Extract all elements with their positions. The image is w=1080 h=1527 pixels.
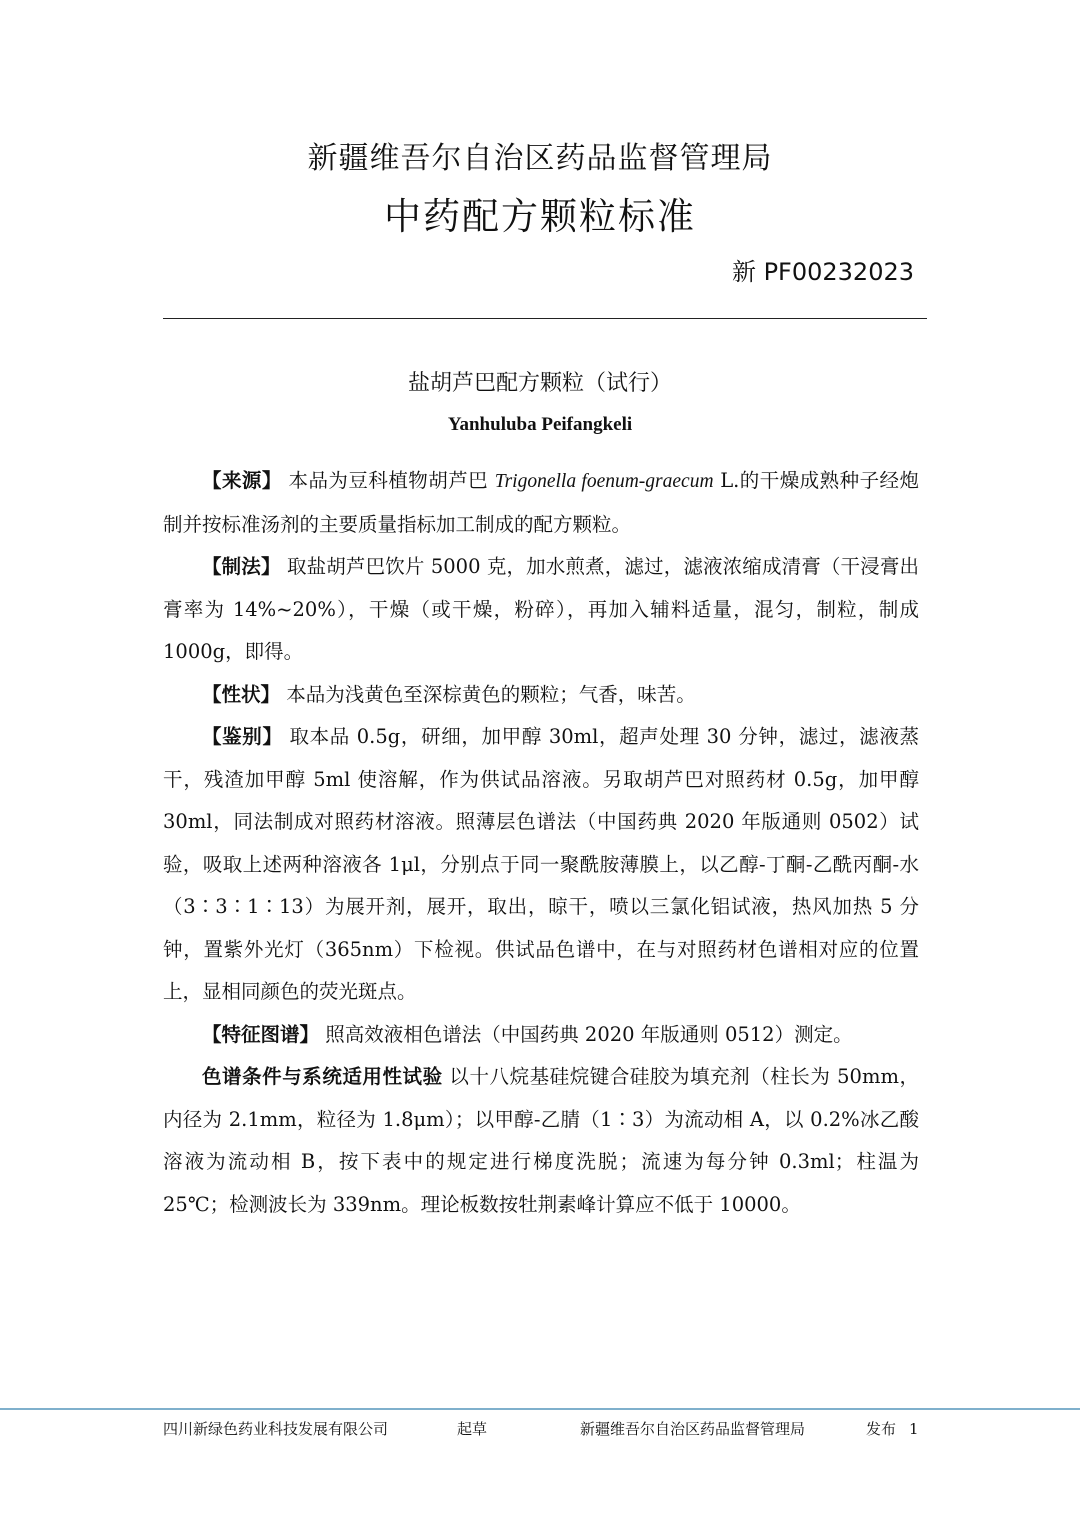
section-text: 本品为豆科植物胡芦巴 <box>288 469 495 492</box>
section-text: 取本品 0.5g，研细，加甲醇 30ml，超声处理 30 分钟，滤过，滤液蒸干，残渣加甲醇 5ml 使溶解，作为供试品溶液。另取胡芦巴对照药材 0.5g，加甲醇 30ml，同法制成对照药材溶液。照薄层色谱法（中国药典 2020 年版通则 0502）试验，吸取上述两种溶液各 1μl，分别点于同一聚酰胺薄膜上，以乙醇-丁酮-乙酰丙酮-水（3∶3∶1∶13）为展开剂，展开，取出，晾干，喷以三氯化铝试液，热风加热 5 分钟，置紫外光灯（365nm）下检视。供试品色谱中，在与对照药材色谱相对应的位置上，显相同颜色的荧光斑点。 <box>163 725 919 1003</box>
section-label: 色谱条件与系统适用性试验 <box>202 1065 443 1088</box>
document-body <box>163 460 919 1226</box>
drafter-action: 起草 <box>457 1420 488 1438</box>
standard-code: 新 PF00232023 <box>731 258 914 286</box>
section-label: 【制法】 <box>202 555 281 578</box>
header-divider <box>163 318 927 319</box>
section-text: L.的干燥成熟种子经炮制并按标准汤剂的主要质量指标加工制成的配方颗粒。 <box>163 469 919 536</box>
latin-name: Trigonella foenum-graecum <box>494 471 714 492</box>
standard-title: 中药配方颗粒标准 <box>384 195 696 238</box>
section-label: 【性状】 <box>202 682 281 706</box>
page-number: 1 <box>909 1420 919 1438</box>
section-source <box>163 460 919 546</box>
document-title: 盐胡芦巴配方颗粒（试行） <box>407 371 672 396</box>
section-preparation <box>163 546 919 674</box>
section-label: 【特征图谱】 <box>202 1022 320 1046</box>
section-identification <box>163 716 919 1014</box>
page-footer <box>163 1416 919 1442</box>
drafter-name: 四川新绿色药业科技发展有限公司 <box>163 1420 389 1438</box>
agency-name: 新疆维吾尔自治区药品监督管理局 <box>307 141 773 176</box>
section-text: 照高效液相色谱法（中国药典 2020 年版通则 0512）测定。 <box>325 1022 853 1046</box>
section-text: 以十八烷基硅烷键合硅胶为填充剂（柱长为 50mm，内径为 2.1mm，粒径为 1.8μm）；以甲醇-乙腈（1∶3）为流动相 A，以 0.2%冰乙酸溶液为流动相 B，按下表中的规定进行梯度洗脱；流速为每分钟 0.3ml；柱温为 25℃；检测波长为 339nm。理论板数按牡荆素峰计算应不低于 10000。 <box>163 1065 919 1216</box>
section-label: 【来源】 <box>202 469 282 492</box>
document-pinyin: Yanhuluba Peifangkeli <box>447 414 633 435</box>
section-character <box>163 674 919 717</box>
section-text: 本品为浅黄色至深棕黄色的颗粒；气香，味苦。 <box>286 682 696 706</box>
section-chromatography <box>163 1056 919 1226</box>
section-fingerprint <box>163 1014 919 1057</box>
publisher-name: 新疆维吾尔自治区药品监督管理局 <box>580 1420 806 1438</box>
publisher-action: 发布 <box>866 1420 897 1438</box>
section-label: 【鉴别】 <box>202 725 283 748</box>
section-text: 取盐胡芦巴饮片 5000 克，加水煎煮，滤过，滤液浓缩成清膏（干浸膏出膏率为 14%~20%），干燥（或干燥，粉碎），再加入辅料适量，混匀，制粒，制成 1000g，即得。 <box>163 555 919 663</box>
footer-divider <box>0 1408 1080 1410</box>
